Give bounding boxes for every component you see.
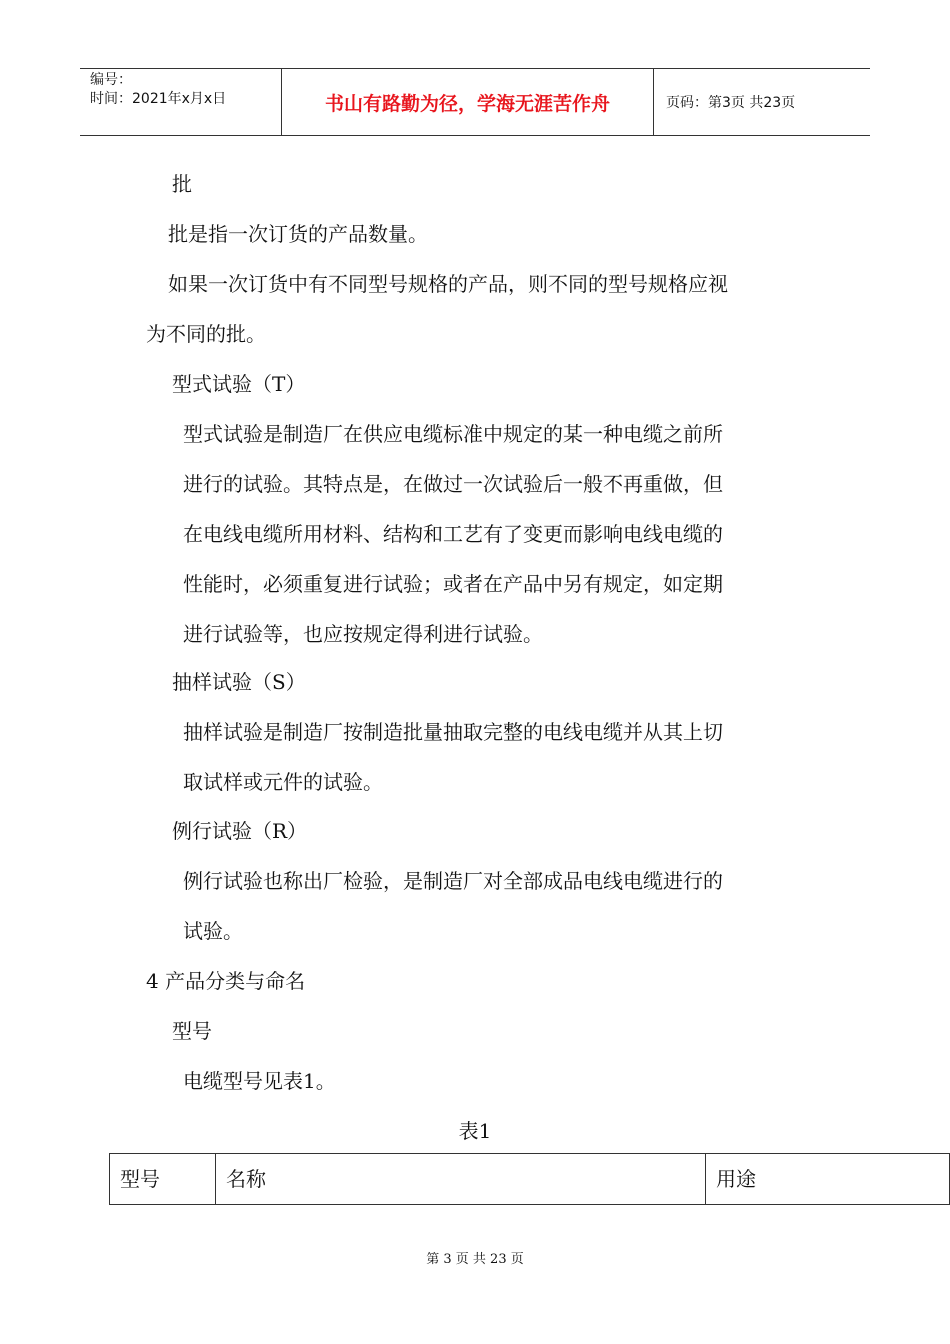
paragraph-line: 如果一次订货中有不同型号规格的产品，则不同的型号规格应视 [168, 272, 728, 296]
header-page-cell [654, 69, 870, 135]
cable-model-table [109, 1153, 950, 1205]
table-header-name: 名称 [216, 1154, 706, 1204]
paragraph-line: 批是指一次订货的产品数量。 [168, 222, 428, 246]
header-info-cell [80, 69, 282, 135]
heading-sample-test: 抽样试验（S） [172, 670, 306, 694]
paragraph-line: 进行的试验。其特点是，在做过一次试验后一般不再重做，但 [183, 472, 723, 496]
heading-model: 型号 [172, 1019, 212, 1043]
heading-type-test: 型式试验（T） [172, 372, 306, 396]
table-header-usage: 用途 [716, 1167, 756, 1191]
paragraph-line: 抽样试验是制造厂按制造批量抽取完整的电线电缆并从其上切 [183, 720, 723, 744]
heading-routine-test: 例行试验（R） [172, 819, 308, 843]
table-header-model: 型号 [110, 1154, 216, 1204]
page-header [80, 68, 870, 136]
table-caption: 表1 [458, 1119, 492, 1143]
header-motto-cell [282, 69, 654, 135]
paragraph-line: 取试样或元件的试验。 [183, 770, 383, 794]
paragraph-line: 进行试验等，也应按规定得利进行试验。 [183, 622, 543, 646]
paragraph-line: 为不同的批。 [146, 322, 266, 346]
heading-batch: 批 [172, 172, 192, 196]
paragraph-line: 性能时，必须重复进行试验；或者在产品中另有规定，如定期 [183, 572, 723, 596]
header-motto: 书山有路勤为径，学海无涯苦作舟 [324, 92, 610, 115]
paragraph-line: 在电线电缆所用材料、结构和工艺有了变更而影响电线电缆的 [183, 522, 723, 546]
paragraph-line: 型式试验是制造厂在供应电缆标准中规定的某一种电缆之前所 [183, 422, 723, 446]
header-number-label: 编号： [90, 72, 132, 88]
header-page-info: 页码：第3页 共23页 [666, 95, 796, 111]
paragraph-line: 电缆型号见表1。 [183, 1069, 336, 1093]
page-footer: 第 3 页 共 23 页 [426, 1252, 524, 1267]
header-time-label: 时间：2021年x月x日 [90, 91, 227, 107]
section-heading: 4 产品分类与命名 [146, 969, 306, 993]
paragraph-line: 例行试验也称出厂检验，是制造厂对全部成品电线电缆进行的 [183, 869, 723, 893]
paragraph-line: 试验。 [183, 919, 243, 943]
